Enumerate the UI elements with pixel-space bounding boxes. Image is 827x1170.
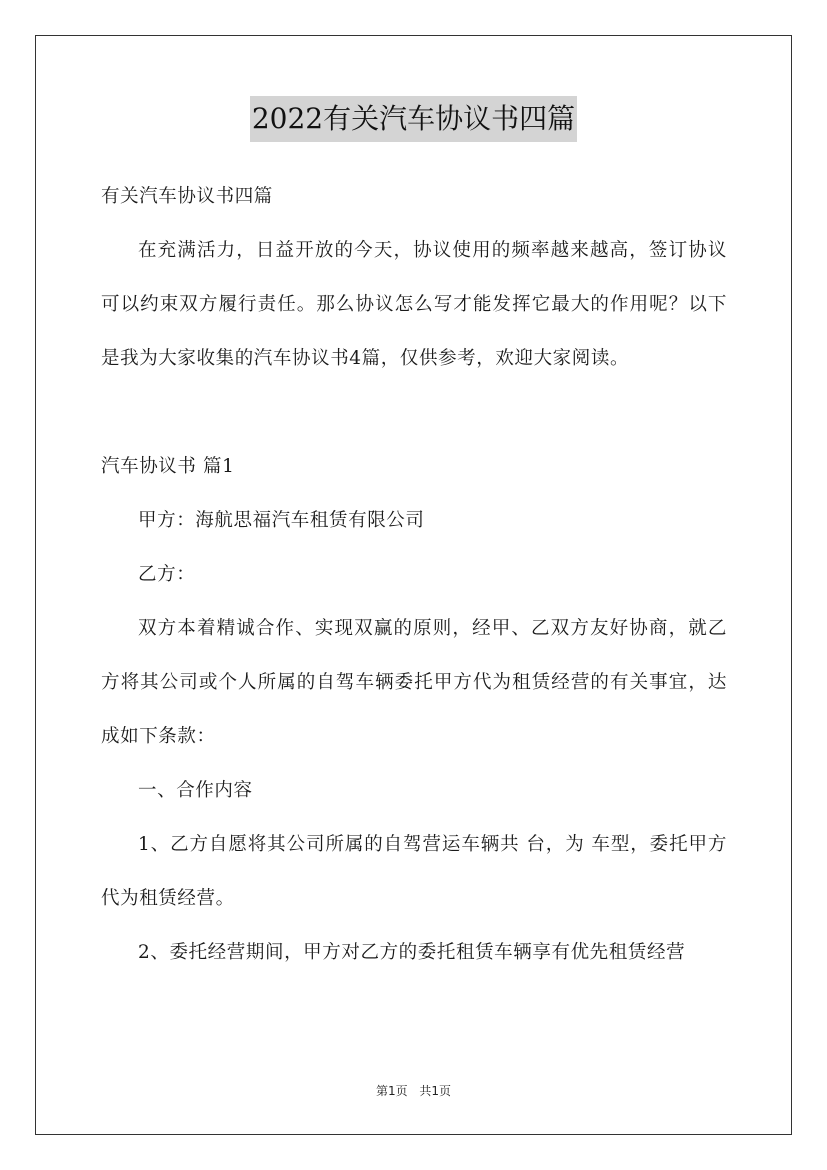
- preamble-paragraph: 双方本着精诚合作、实现双赢的原则，经甲、乙双方友好协商，就乙方将其公司或个人所属的自驾车辆委托甲方代为租赁经营的有关事宜，达成如下条款：: [101, 618, 727, 747]
- party-b: 乙方：: [138, 564, 196, 585]
- paragraph-gap: [101, 386, 727, 440]
- title-container: [0, 96, 827, 142]
- clause-2: 2、委托经营期间，甲方对乙方的委托租赁车辆享有优先租赁经营: [138, 942, 686, 963]
- page-footer: [0, 1082, 827, 1099]
- party-a: 甲方：海航思福汽车租赁有限公司: [138, 510, 425, 531]
- document-body: [101, 170, 727, 980]
- clause-1: 1、乙方自愿将其公司所属的自驾营运车辆共 台，为 车型，委托甲方代为租赁经营。: [101, 834, 727, 909]
- clause-heading: 一、合作内容: [138, 780, 253, 801]
- section-heading: 汽车协议书 篇1: [101, 456, 235, 477]
- intro-paragraph: 在充满活力，日益开放的今天，协议使用的频率越来越高，签订协议可以约束双方履行责任。那么协议怎么写才能发挥它最大的作用呢？以下是我为大家收集的汽车协议书4篇，仅供参考，欢迎大家阅读。: [101, 240, 727, 369]
- page-number: 第1页: [375, 1084, 408, 1098]
- subtitle: 有关汽车协议书四篇: [101, 186, 273, 207]
- page-total: 共1页: [419, 1084, 452, 1098]
- document-title: 2022有关汽车协议书四篇: [250, 96, 577, 142]
